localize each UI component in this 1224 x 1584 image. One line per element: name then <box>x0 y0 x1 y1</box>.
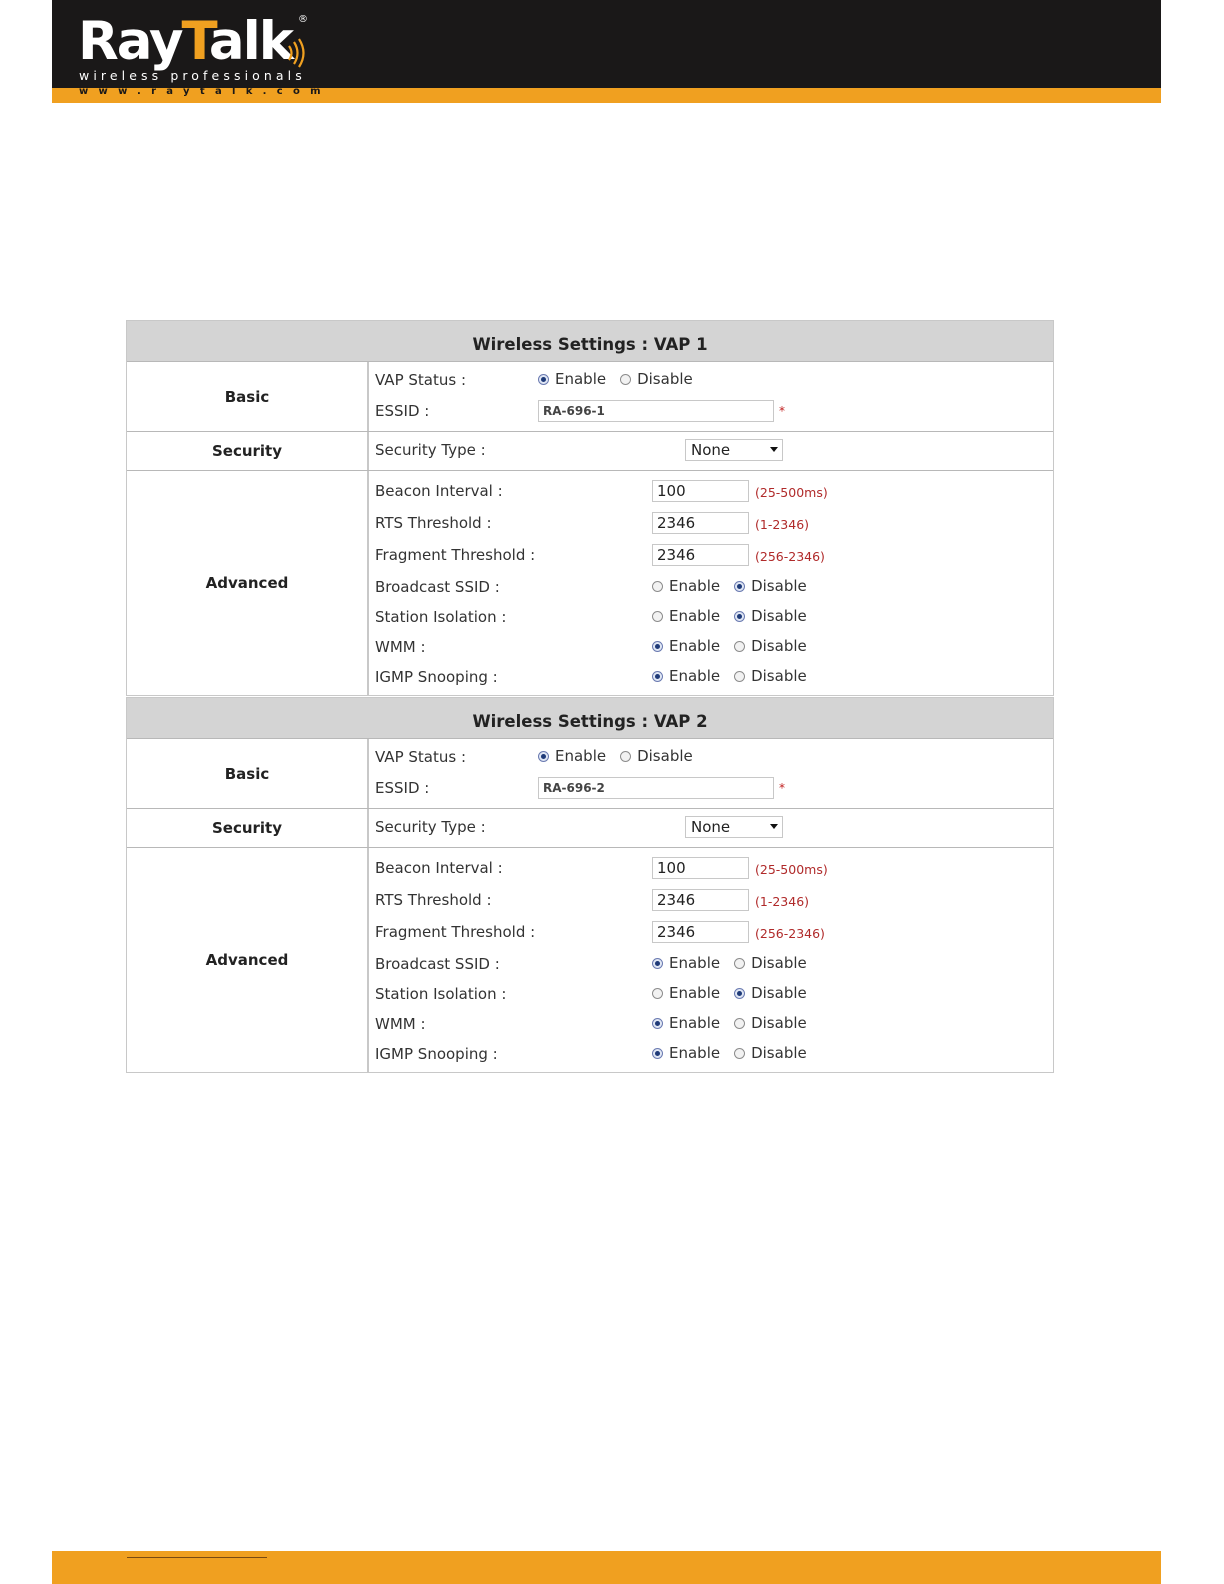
required-asterisk: * <box>779 781 785 795</box>
security-section-label: Security <box>127 432 369 470</box>
logo-url: www.raytalk.com <box>79 86 331 97</box>
broadcast-ssid-enable-radio[interactable] <box>652 581 663 592</box>
wireless-settings-panel-vap1 <box>126 320 1054 696</box>
basic-section <box>127 362 1053 432</box>
igmp-snooping-enable-radio[interactable] <box>652 1048 663 1059</box>
vap-status-enable-radio[interactable] <box>538 751 549 762</box>
vap-status-row <box>369 369 1053 393</box>
igmp-snooping-disable-radio[interactable] <box>734 1048 745 1059</box>
igmp-snooping-row <box>369 666 1053 690</box>
station-isolation-enable-option[interactable] <box>652 984 720 1002</box>
security-type-value: None <box>691 818 731 836</box>
wmm-enable-label: Enable <box>669 637 721 655</box>
security-section <box>127 432 1053 471</box>
vap-status-label: VAP Status : <box>375 371 466 389</box>
logo-tagline: wireless professionals <box>79 68 306 83</box>
essid-label: ESSID : <box>375 402 430 420</box>
igmp-snooping-label: IGMP Snooping : <box>375 1045 498 1063</box>
vap-status-radio-group <box>538 370 707 388</box>
vap-status-disable-label: Disable <box>637 370 693 388</box>
wmm-row <box>369 1013 1053 1037</box>
igmp-snooping-disable-label: Disable <box>751 667 807 685</box>
wmm-enable-option[interactable] <box>652 1014 720 1032</box>
advanced-section-body <box>369 471 1053 695</box>
footer-rule <box>127 1557 267 1558</box>
rts-threshold-range: (1-2346) <box>755 894 810 909</box>
station-isolation-enable-label: Enable <box>669 607 721 625</box>
panel-title: Wireless Settings : VAP 2 <box>127 698 1053 739</box>
igmp-snooping-disable-option[interactable] <box>734 667 807 685</box>
station-isolation-disable-radio[interactable] <box>734 988 745 999</box>
igmp-snooping-radio-group <box>652 1044 821 1062</box>
broadcast-ssid-enable-label: Enable <box>669 577 721 595</box>
beacon-interval-input[interactable]: 100 <box>652 480 749 502</box>
beacon-interval-row <box>369 857 1053 881</box>
rts-threshold-label: RTS Threshold : <box>375 514 492 532</box>
advanced-section-body <box>369 848 1053 1072</box>
wmm-enable-option[interactable] <box>652 637 720 655</box>
vap-status-disable-label: Disable <box>637 747 693 765</box>
station-isolation-disable-option[interactable] <box>734 607 807 625</box>
igmp-snooping-row <box>369 1043 1053 1067</box>
chevron-down-icon <box>770 447 778 452</box>
advanced-section <box>127 471 1053 695</box>
beacon-interval-label: Beacon Interval : <box>375 482 503 500</box>
broadcast-ssid-disable-label: Disable <box>751 577 807 595</box>
fragment-threshold-label: Fragment Threshold : <box>375 546 536 564</box>
igmp-snooping-enable-option[interactable] <box>652 1044 720 1062</box>
security-type-row <box>369 816 1053 840</box>
vap-status-label: VAP Status : <box>375 748 466 766</box>
broadcast-ssid-enable-option[interactable] <box>652 954 720 972</box>
station-isolation-label: Station Isolation : <box>375 608 507 626</box>
broadcast-ssid-enable-radio[interactable] <box>652 958 663 969</box>
registered-mark: ® <box>298 14 308 25</box>
vap-status-radio-group <box>538 747 707 765</box>
station-isolation-disable-radio[interactable] <box>734 611 745 622</box>
station-isolation-radio-group <box>652 607 821 625</box>
wmm-enable-radio[interactable] <box>652 1018 663 1029</box>
essid-row <box>369 777 1053 801</box>
igmp-snooping-disable-label: Disable <box>751 1044 807 1062</box>
station-isolation-disable-label: Disable <box>751 607 807 625</box>
essid-input[interactable]: RA-696-1 <box>538 400 774 422</box>
security-type-label: Security Type : <box>375 441 486 459</box>
basic-section-label: Basic <box>127 739 369 808</box>
vap-status-disable-radio[interactable] <box>620 374 631 385</box>
security-type-select[interactable] <box>685 439 783 461</box>
basic-section <box>127 739 1053 809</box>
beacon-interval-input[interactable]: 100 <box>652 857 749 879</box>
station-isolation-disable-label: Disable <box>751 984 807 1002</box>
advanced-section <box>127 848 1053 1072</box>
broadcast-ssid-label: Broadcast SSID : <box>375 955 500 973</box>
vap-status-enable-label: Enable <box>555 370 607 388</box>
wmm-disable-radio[interactable] <box>734 1018 745 1029</box>
signal-waves-icon <box>286 38 308 68</box>
security-type-label: Security Type : <box>375 818 486 836</box>
fragment-threshold-input[interactable]: 2346 <box>652 544 749 566</box>
igmp-snooping-enable-label: Enable <box>669 667 721 685</box>
advanced-section-label: Advanced <box>127 848 369 1072</box>
station-isolation-enable-radio[interactable] <box>652 988 663 999</box>
security-section-body <box>369 809 1053 847</box>
vap-status-enable-option[interactable] <box>538 370 606 388</box>
security-type-value: None <box>691 441 731 459</box>
broadcast-ssid-disable-radio[interactable] <box>734 581 745 592</box>
essid-row <box>369 400 1053 424</box>
wmm-radio-group <box>652 637 821 655</box>
beacon-interval-label: Beacon Interval : <box>375 859 503 877</box>
security-section <box>127 809 1053 848</box>
fragment-threshold-row <box>369 544 1053 568</box>
wmm-label: WMM : <box>375 1015 426 1033</box>
station-isolation-row <box>369 606 1053 630</box>
wmm-label: WMM : <box>375 638 426 656</box>
wireless-settings-panel-vap2 <box>126 697 1054 1073</box>
station-isolation-row <box>369 983 1053 1007</box>
fragment-threshold-range: (256-2346) <box>755 926 825 941</box>
broadcast-ssid-disable-option[interactable] <box>734 577 807 595</box>
vap-status-enable-option[interactable] <box>538 747 606 765</box>
igmp-snooping-enable-label: Enable <box>669 1044 721 1062</box>
station-isolation-label: Station Isolation : <box>375 985 507 1003</box>
vap-status-disable-radio[interactable] <box>620 751 631 762</box>
basic-section-body <box>369 739 1053 808</box>
rts-threshold-range: (1-2346) <box>755 517 810 532</box>
fragment-threshold-range: (256-2346) <box>755 549 825 564</box>
security-type-row <box>369 439 1053 463</box>
igmp-snooping-disable-radio[interactable] <box>734 671 745 682</box>
wmm-disable-option[interactable] <box>734 637 807 655</box>
basic-section-body <box>369 362 1053 431</box>
station-isolation-enable-label: Enable <box>669 984 721 1002</box>
wmm-disable-option[interactable] <box>734 1014 807 1032</box>
igmp-snooping-enable-option[interactable] <box>652 667 720 685</box>
wmm-disable-label: Disable <box>751 1014 807 1032</box>
essid-label: ESSID : <box>375 779 430 797</box>
rts-threshold-row <box>369 889 1053 913</box>
igmp-snooping-label: IGMP Snooping : <box>375 668 498 686</box>
rts-threshold-label: RTS Threshold : <box>375 891 492 909</box>
logo-text-alk: alk <box>208 11 293 72</box>
wmm-radio-group <box>652 1014 821 1032</box>
fragment-threshold-label: Fragment Threshold : <box>375 923 536 941</box>
broadcast-ssid-row <box>369 953 1053 977</box>
rts-threshold-input[interactable]: 2346 <box>652 889 749 911</box>
chevron-down-icon <box>770 824 778 829</box>
igmp-snooping-enable-radio[interactable] <box>652 671 663 682</box>
essid-input[interactable]: RA-696-2 <box>538 777 774 799</box>
beacon-interval-row <box>369 480 1053 504</box>
broadcast-ssid-disable-label: Disable <box>751 954 807 972</box>
broadcast-ssid-radio-group <box>652 954 821 972</box>
required-asterisk: * <box>779 404 785 418</box>
wmm-enable-radio[interactable] <box>652 641 663 652</box>
logo-text-t: T <box>181 11 209 72</box>
beacon-interval-range: (25-500ms) <box>755 485 828 500</box>
broadcast-ssid-enable-option[interactable] <box>652 577 720 595</box>
fragment-threshold-input[interactable]: 2346 <box>652 921 749 943</box>
broadcast-ssid-row <box>369 576 1053 600</box>
vap-status-disable-option[interactable] <box>620 747 693 765</box>
rts-threshold-row <box>369 512 1053 536</box>
station-isolation-enable-radio[interactable] <box>652 611 663 622</box>
advanced-section-label: Advanced <box>127 471 369 695</box>
security-section-label: Security <box>127 809 369 847</box>
fragment-threshold-row <box>369 921 1053 945</box>
basic-section-label: Basic <box>127 362 369 431</box>
wmm-row <box>369 636 1053 660</box>
vap-status-enable-label: Enable <box>555 747 607 765</box>
wmm-disable-label: Disable <box>751 637 807 655</box>
broadcast-ssid-label: Broadcast SSID : <box>375 578 500 596</box>
security-section-body <box>369 432 1053 470</box>
rts-threshold-input[interactable]: 2346 <box>652 512 749 534</box>
igmp-snooping-radio-group <box>652 667 821 685</box>
footer-bar <box>52 1551 1161 1584</box>
broadcast-ssid-disable-radio[interactable] <box>734 958 745 969</box>
igmp-snooping-disable-option[interactable] <box>734 1044 807 1062</box>
station-isolation-disable-option[interactable] <box>734 984 807 1002</box>
broadcast-ssid-radio-group <box>652 577 821 595</box>
logo-text-ray: Ray <box>78 11 182 72</box>
security-type-select[interactable] <box>685 816 783 838</box>
wmm-enable-label: Enable <box>669 1014 721 1032</box>
raytalk-logo <box>78 12 292 72</box>
broadcast-ssid-disable-option[interactable] <box>734 954 807 972</box>
station-isolation-enable-option[interactable] <box>652 607 720 625</box>
vap-status-disable-option[interactable] <box>620 370 693 388</box>
beacon-interval-range: (25-500ms) <box>755 862 828 877</box>
vap-status-enable-radio[interactable] <box>538 374 549 385</box>
vap-status-row <box>369 746 1053 770</box>
broadcast-ssid-enable-label: Enable <box>669 954 721 972</box>
panel-title: Wireless Settings : VAP 1 <box>127 321 1053 362</box>
station-isolation-radio-group <box>652 984 821 1002</box>
wmm-disable-radio[interactable] <box>734 641 745 652</box>
